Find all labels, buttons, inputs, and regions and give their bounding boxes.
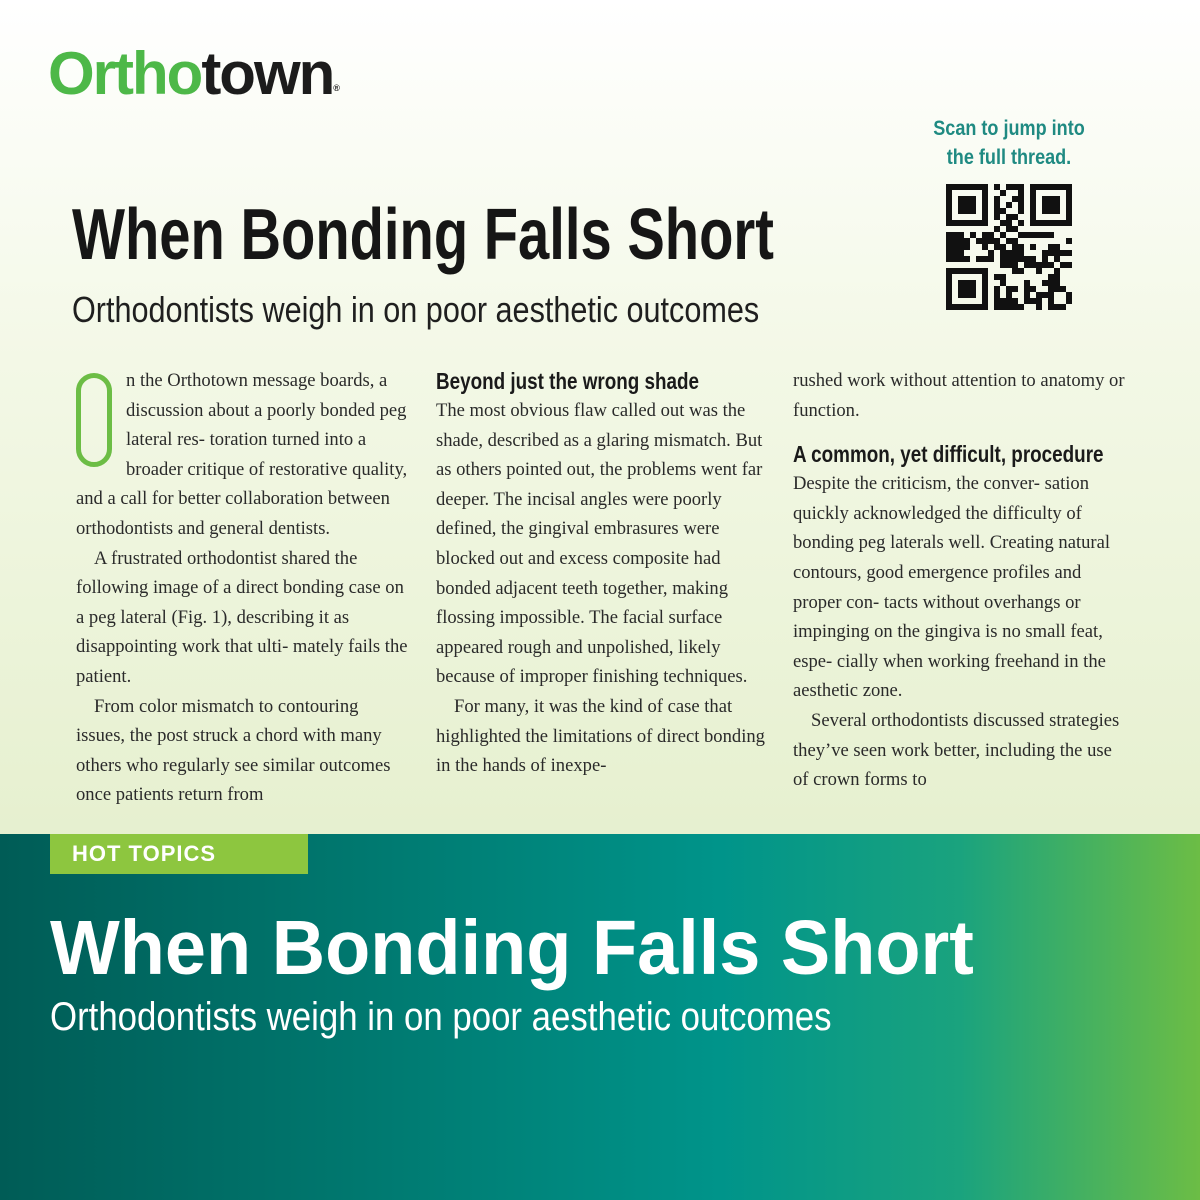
article-column-2 xyxy=(436,366,770,781)
article-subtitle: Orthodontists weigh in on poor aesthetic outcomes xyxy=(72,289,760,330)
body-paragraph: A frustrated orthodontist shared the following image of a direct bonding case on a peg lateral (Fig. 1), describing it as disappointing work that ulti- mately fails the patient. xyxy=(76,547,408,687)
logo-ortho: Ortho xyxy=(48,40,202,107)
qr-caption-line2: the full thread. xyxy=(946,146,1072,169)
body-paragraph: The most obvious flaw called out was the shade, described as a glaring mismatch. But as others pointed out, the problems went far deeper. The incisal angles were poorly defined, the gingival embrasures were blocked out and excess composite had bonded adjacent teeth together, making flossing impossible. The facial surface appeared rough and unpolished, likely because of improper finishing techniques. xyxy=(436,400,763,688)
banner-subtitle: Orthodontists weigh in on poor aesthetic outcomes xyxy=(50,995,832,1039)
dropcap-o-icon xyxy=(76,373,112,467)
logo-town: town xyxy=(201,40,334,107)
article-title: When Bonding Falls Short xyxy=(72,195,774,275)
qr-caption xyxy=(915,114,1102,172)
qr-code-icon[interactable] xyxy=(946,184,1072,310)
orthotown-logo xyxy=(48,38,338,110)
banner-title: When Bonding Falls Short xyxy=(50,905,974,991)
body-paragraph xyxy=(76,366,408,544)
article-column-3 xyxy=(793,366,1127,795)
section-heading: Beyond just the wrong shade xyxy=(436,368,700,394)
body-paragraph: Despite the criticism, the conver- sation quickly acknowledged the difficulty of bonding peg laterals well. Creating natural contours, good emergence profiles and proper con- tacts without overhangs or impinging on the gingiva is no small feat, espe- cially when working freehand in the aesthetic zone. xyxy=(793,473,1111,702)
section-heading: A common, yet difficult, procedure xyxy=(793,441,1104,468)
paragraph-text: n the Orthotown message boards, a discussion about a poorly bonded peg lateral res- toration turned into a broader critique of restorative quality, and a call for better collaboration between orthodontists and general dentists. xyxy=(76,370,408,539)
hot-topics-tag: HOT TOPICS xyxy=(50,834,308,874)
body-paragraph: rushed work without attention to anatomy or function. xyxy=(793,370,1125,421)
body-paragraph: For many, it was the kind of case that highlighted the limitations of direct bonding in the hands of inexpe- xyxy=(436,695,765,777)
qr-caption-line1: Scan to jump into xyxy=(933,117,1085,140)
body-paragraph: Several orthodontists discussed strategies they’ve seen work better, including the use of crown forms to xyxy=(793,709,1120,791)
registered-mark: ® xyxy=(333,83,338,93)
article-column-1 xyxy=(76,366,408,810)
body-paragraph: From color mismatch to contouring issues, the post struck a chord with many others who regularly see similar outcomes once patients return from xyxy=(76,695,391,806)
